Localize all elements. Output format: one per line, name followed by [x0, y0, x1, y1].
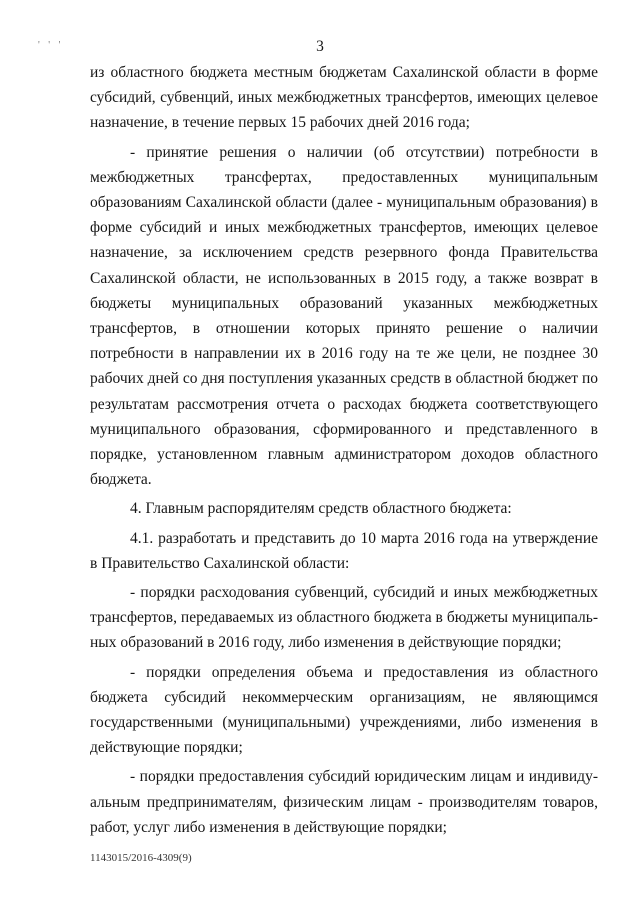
- paragraph-legal-entities-subsidies: - порядки предоставления субсидий юридическим лицам и индивидуальным предпринимателям, физическим лицам - производителям товаров, работ, услуг либо изменения в действующие порядки;: [90, 768, 598, 836]
- scan-artifact: ' ' ': [38, 40, 64, 51]
- document-body: [90, 60, 598, 840]
- paragraph-subventions-procedures: - порядки расходования субвенций, субсидий и иных межбюджетных трансфертов, передаваемых из областного бюджета в бюджеты муниципальных образований в 2016 году, либо изменения в действующие порядки;: [90, 584, 598, 652]
- document-code: 1143015/2016-4309(9): [90, 852, 192, 864]
- paragraph-continuation: из областного бюджета местным бюджетам Сахалинской области в форме субсидий, субвенций, иных межбюджетных трансфертов, имеющих целевое назначение, в течение первых 15 рабочих дней 2016 года;: [90, 64, 598, 132]
- paragraph-nonprofit-subsidies: - порядки определения объема и предоставления из областного бюджета субсидий некоммерческим организациям, не являющимся государственными (муниципальными) учреждениями, либо изменения в действующие порядки;: [90, 663, 598, 757]
- page-number: 3: [316, 38, 324, 55]
- paragraph-item-4: 4. Главным распорядителям средств областного бюджета:: [130, 500, 512, 518]
- paragraph-decision-interbudget-transfers: - принятие решения о наличии (об отсутствии) потребности в межбюджетных трансфертах, предоставленных муниципальным образованиям Сахалинской области (далее - муниципальным образования) в форме субсидий и иных межбюджетных трансфертов, имеющих целевое назначение, за исключением средств резервного фонда Правительства Сахалинской области, не использованных в 2015 году, а также возврат в бюджеты муниципальных образований указанных межбюджетных трансфертов, в отношении которых принято решение о наличии потребности в направлении их в 2016 году на те же цели, не позднее 30 рабочих дней со дня поступления указанных средств в областной бюджет по результатам рассмотрения отчета о расходах бюджета соответствующего муниципального образования, сформированного и представленного в порядке, установленном главным администратором доходов областного бюджета.: [90, 143, 598, 489]
- paragraph-item-4-1: 4.1. разработать и представить до 10 марта 2016 года на утверждение в Правительство Сахалинской области:: [90, 529, 598, 572]
